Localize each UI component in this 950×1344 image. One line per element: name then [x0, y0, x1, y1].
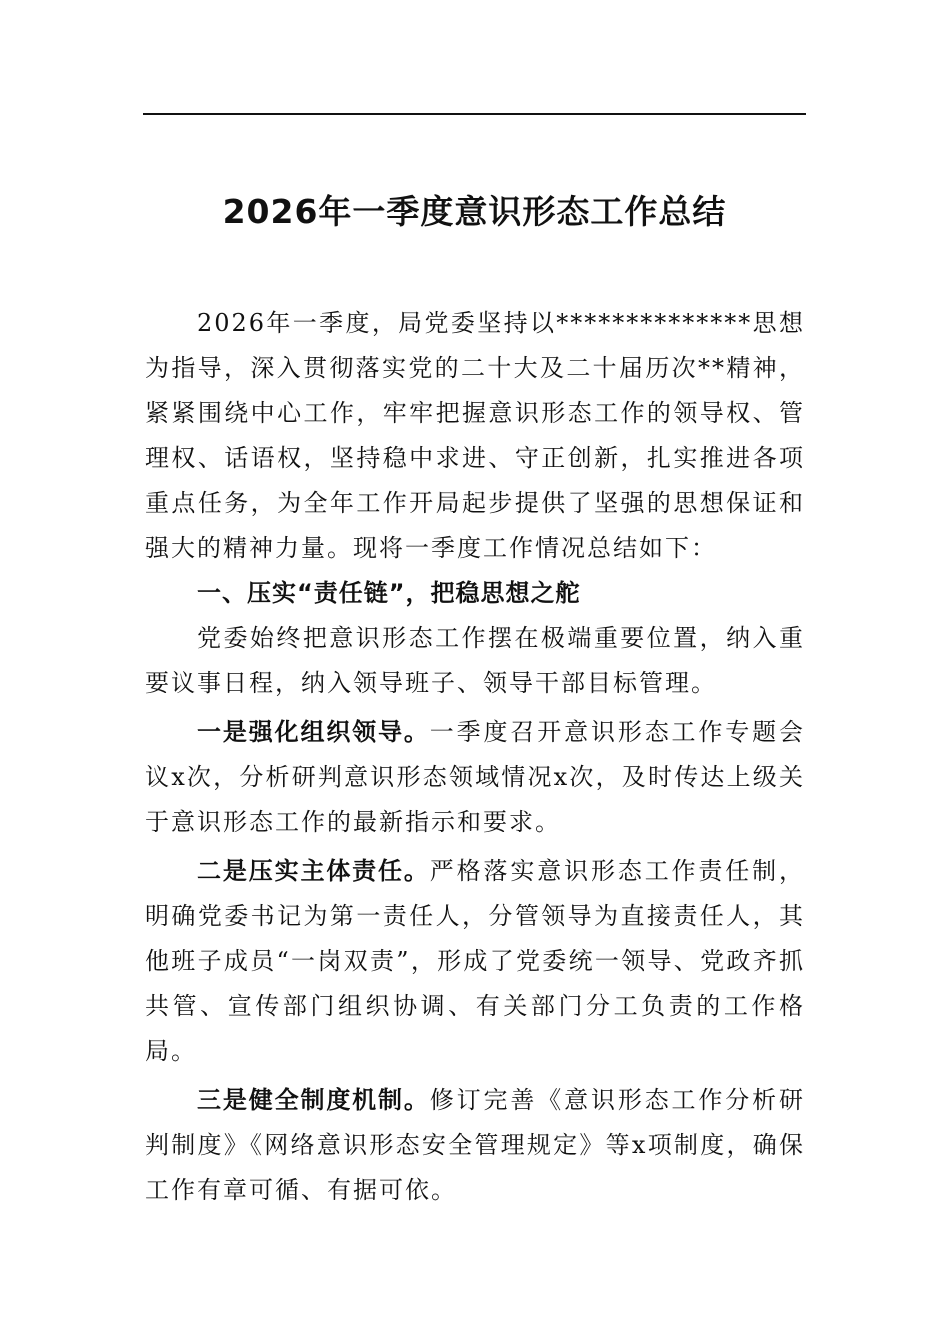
point-lead-1: 一是强化组织领导。 [197, 718, 430, 746]
document-body [145, 301, 805, 1213]
header-rule [143, 113, 806, 115]
document-title: 2026年一季度意识形态工作总结 [222, 192, 727, 231]
point-paragraph-3 [145, 1078, 805, 1213]
point-lead-2: 二是压实主体责任。 [197, 857, 430, 885]
point-lead-3: 三是健全制度机制。 [197, 1086, 430, 1114]
point-text-2: 严格落实意识形态工作责任制，明确党委书记为第一责任人，分管领导为直接责任人，其他班子成员“一岗双责”，形成了党委统一领导、党政齐抓共管、宣传部门组织协调、有关部门分工负责的工作格局。 [145, 857, 806, 1065]
point-paragraph-1 [145, 710, 805, 845]
section-heading-1: 一、压实“责任链”，把稳思想之舵 [197, 579, 581, 607]
intro-paragraph: 2026年一季度，局党委坚持以**************思想为指导，深入贯彻落实党的二十大及二十届历次**精神，紧紧围绕中心工作，牢牢把握意识形态工作的领导权、管理权、话语权，坚持稳中求进、守正创新，扎实推进各项重点任务，为全年工作开局起步提供了坚强的思想保证和强大的精神力量。现将一季度工作情况总结如下： [145, 309, 805, 562]
section-1-intro-paragraph: 党委始终把意识形态工作摆在极端重要位置，纳入重要议事日程，纳入领导班子、领导干部目标管理。 [145, 624, 805, 697]
point-text-3: 修订完善《意识形态工作分析研判制度》《网络意识形态安全管理规定》等x项制度，确保工作有章可循、有据可依。 [145, 1086, 806, 1204]
point-text-1: 一季度召开意识形态工作专题会议x次，分析研判意识形态领域情况x次，及时传达上级关于意识形态工作的最新指示和要求。 [145, 718, 806, 836]
point-paragraph-2 [145, 849, 805, 1074]
